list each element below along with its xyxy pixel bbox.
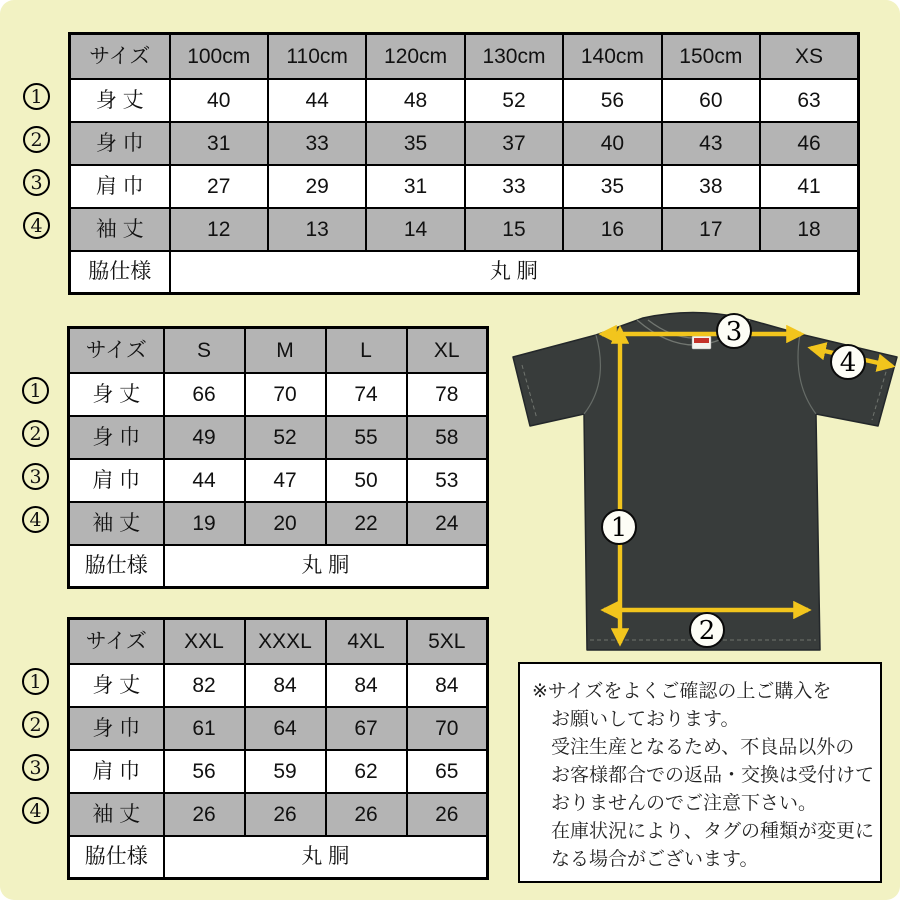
measure-value: 22 <box>326 502 407 545</box>
measure-label: 身 巾 <box>70 122 170 165</box>
measure-value: 50 <box>326 459 407 502</box>
measure-value: 52 <box>465 79 563 122</box>
row-marker-2: 2 <box>23 126 50 153</box>
label-number-2: 2 <box>698 616 716 646</box>
measure-value: 18 <box>760 208 858 251</box>
purchase-note-box <box>518 662 882 883</box>
measure-label: 肩 巾 <box>69 459 164 502</box>
measure-value: 35 <box>366 122 464 165</box>
measure-value: 31 <box>170 122 268 165</box>
size-table-corner: サイズ <box>69 619 164 664</box>
measure-value: 58 <box>407 416 488 459</box>
size-column-header: XXXL <box>245 619 326 664</box>
note-line: 在庫状況により、タグの種類が変更に <box>551 821 875 842</box>
size-column-header: 140cm <box>563 34 661 79</box>
label-number-3: 3 <box>725 317 743 347</box>
measure-label: 身 丈 <box>69 373 164 416</box>
note-line: ※サイズをよくご確認の上ご購入を <box>532 681 832 702</box>
note-line: お願いしております。 <box>551 709 740 730</box>
measure-value: 84 <box>407 664 488 707</box>
side-spec-value: 丸 胴 <box>164 836 488 879</box>
measure-value: 70 <box>407 707 488 750</box>
label-number-4: 4 <box>839 348 857 378</box>
measure-value: 84 <box>326 664 407 707</box>
row-marker-3: 3 <box>22 754 49 781</box>
label-number-1: 1 <box>610 513 628 543</box>
measure-value: 62 <box>326 750 407 793</box>
measure-value: 13 <box>268 208 366 251</box>
measure-value: 65 <box>407 750 488 793</box>
measure-value: 40 <box>563 122 661 165</box>
measure-label: 身 丈 <box>69 664 164 707</box>
size-column-header: 4XL <box>326 619 407 664</box>
size-column-header: M <box>245 328 326 373</box>
tshirt-measurement-diagram <box>510 310 900 660</box>
measure-value: 19 <box>164 502 245 545</box>
measure-value: 56 <box>563 79 661 122</box>
measure-value: 29 <box>268 165 366 208</box>
measure-value: 56 <box>164 750 245 793</box>
row-marker-4: 4 <box>23 212 50 239</box>
size-column-header: 130cm <box>465 34 563 79</box>
note-line: なる場合がございます。 <box>551 849 759 870</box>
side-spec-value: 丸 胴 <box>170 251 859 294</box>
size-column-header: 150cm <box>662 34 760 79</box>
measure-value: 64 <box>245 707 326 750</box>
measure-value: 44 <box>164 459 245 502</box>
size-column-header: XXL <box>164 619 245 664</box>
measure-value: 43 <box>662 122 760 165</box>
measure-value: 47 <box>245 459 326 502</box>
measure-label: 肩 巾 <box>69 750 164 793</box>
measure-value: 16 <box>563 208 661 251</box>
measure-value: 31 <box>366 165 464 208</box>
size-column-header: L <box>326 328 407 373</box>
measure-value: 26 <box>164 793 245 836</box>
measure-value: 37 <box>465 122 563 165</box>
measure-value: 48 <box>366 79 464 122</box>
row-marker-1: 1 <box>23 83 50 110</box>
measure-value: 40 <box>170 79 268 122</box>
row-marker-3: 3 <box>22 463 49 490</box>
size-column-header: S <box>164 328 245 373</box>
measure-value: 20 <box>245 502 326 545</box>
measure-value: 59 <box>245 750 326 793</box>
measure-value: 24 <box>407 502 488 545</box>
size-column-header: XS <box>760 34 858 79</box>
measure-value: 26 <box>245 793 326 836</box>
size-column-header: 120cm <box>366 34 464 79</box>
measure-value: 52 <box>245 416 326 459</box>
size-table-s-xl <box>29 326 489 589</box>
measure-value: 27 <box>170 165 268 208</box>
measure-value: 26 <box>326 793 407 836</box>
measure-label: 袖 丈 <box>70 208 170 251</box>
measure-value: 17 <box>662 208 760 251</box>
row-marker-3: 3 <box>23 169 50 196</box>
row-marker-1: 1 <box>22 377 49 404</box>
measure-value: 35 <box>563 165 661 208</box>
size-column-header: 100cm <box>170 34 268 79</box>
row-marker-2: 2 <box>22 711 49 738</box>
measure-value: 12 <box>170 208 268 251</box>
row-marker-4: 4 <box>22 797 49 824</box>
measure-value: 44 <box>268 79 366 122</box>
size-table <box>68 32 860 295</box>
tshirt-svg <box>510 310 900 660</box>
size-column-header: XL <box>407 328 488 373</box>
size-column-header: 5XL <box>407 619 488 664</box>
measure-value: 63 <box>760 79 858 122</box>
measure-value: 66 <box>164 373 245 416</box>
measure-value: 49 <box>164 416 245 459</box>
measure-label: 袖 丈 <box>69 793 164 836</box>
size-table <box>67 617 489 880</box>
size-table-kids-xs <box>30 32 860 295</box>
size-table-corner: サイズ <box>69 328 164 373</box>
measure-value: 82 <box>164 664 245 707</box>
measure-value: 46 <box>760 122 858 165</box>
size-table <box>67 326 489 589</box>
measure-value: 33 <box>268 122 366 165</box>
measure-label: 身 巾 <box>69 707 164 750</box>
measure-value: 60 <box>662 79 760 122</box>
note-line: 受注生産となるため、不良品以外の <box>551 737 855 758</box>
measure-value: 61 <box>164 707 245 750</box>
size-table-xxl-5xl <box>29 617 489 880</box>
measure-value: 70 <box>245 373 326 416</box>
note-line: お客様都合での返品・交換は受付けて <box>551 765 875 786</box>
measure-label: 肩 巾 <box>70 165 170 208</box>
side-spec-label: 脇仕様 <box>70 251 170 294</box>
measure-value: 78 <box>407 373 488 416</box>
size-column-header: 110cm <box>268 34 366 79</box>
measure-value: 38 <box>662 165 760 208</box>
side-spec-label: 脇仕様 <box>69 545 164 588</box>
measure-value: 67 <box>326 707 407 750</box>
measure-value: 14 <box>366 208 464 251</box>
size-table-corner: サイズ <box>70 34 170 79</box>
measure-value: 41 <box>760 165 858 208</box>
measure-label: 袖 丈 <box>69 502 164 545</box>
measure-value: 33 <box>465 165 563 208</box>
measure-value: 15 <box>465 208 563 251</box>
measure-value: 84 <box>245 664 326 707</box>
measure-value: 26 <box>407 793 488 836</box>
note-line: おりませんのでご注意下さい。 <box>551 793 818 814</box>
row-marker-2: 2 <box>22 420 49 447</box>
measure-value: 53 <box>407 459 488 502</box>
row-marker-4: 4 <box>22 506 49 533</box>
measure-label: 身 巾 <box>69 416 164 459</box>
side-spec-value: 丸 胴 <box>164 545 488 588</box>
side-spec-label: 脇仕様 <box>69 836 164 879</box>
measure-label: 身 丈 <box>70 79 170 122</box>
row-marker-1: 1 <box>22 668 49 695</box>
measure-value: 74 <box>326 373 407 416</box>
measure-value: 55 <box>326 416 407 459</box>
